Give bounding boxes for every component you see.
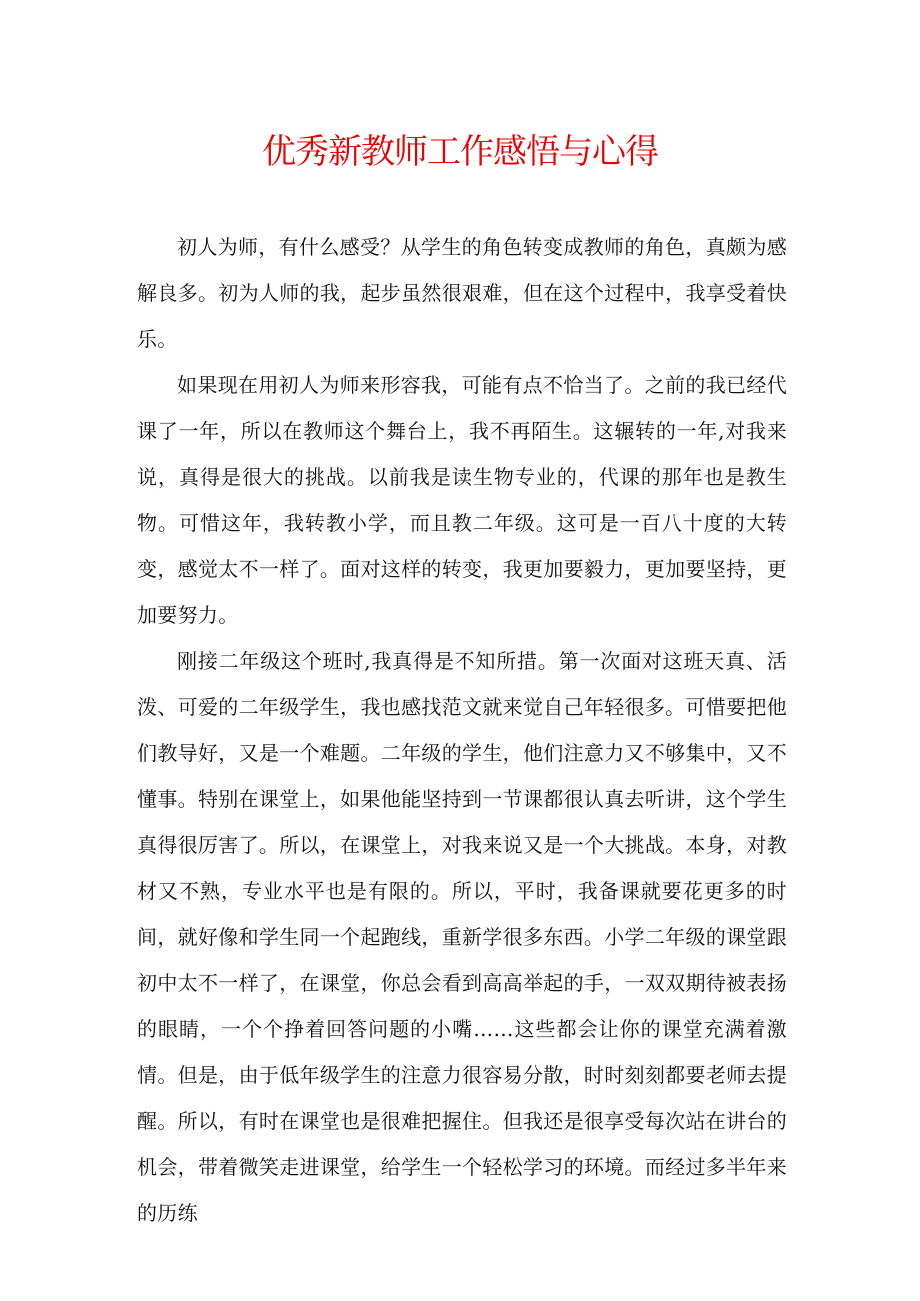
paragraph-1: 初人为师，有什么感受？从学生的角色转变成教师的角色，真颇为感解良多。初为人师的我，起步虽然很艰难，但在这个过程中，我享受着快乐。	[137, 235, 787, 351]
page-title: 优秀新教师工作感悟与心得	[262, 132, 658, 172]
paragraph-2: 如果现在用初人为师来形容我，可能有点不恰当了。之前的我已经代课了一年，所以在教师这个舞台上，我不再陌生。这辗转的一年,对我来说，真得是很大的挑战。以前我是读生物专业的，代课的那年也是教生物。可惜这年，我转教小学，而且教二年级。这可是一百八十度的大转变，感觉太不一样了。面对这样的转变，我更加要毅力，更加要坚持，更加要努力。	[137, 373, 787, 627]
paragraph-3: 刚接二年级这个班时,我真得是不知所措。第一次面对这班天真、活泼、可爱的二年级学生，我也感找范文就来觉自己年轻很多。可惜要把他们教导好，又是一个难题。二年级的学生，他们注意力又不够集中，又不懂事。特别在课堂上，如果他能坚持到一节课都很认真去听讲，这个学生真得很厉害了。所以，在课堂上，对我来说又是一个大挑战。本身，对教材又不熟，专业水平也是有限的。所以，平时，我备课就要花更多的时间，就好像和学生同一个起跑线，重新学很多东西。小学二年级的课堂跟初中太不一样了，在课堂，你总会看到高高举起的手，一双双期待被表扬的眼睛，一个个挣着回答问题的小嘴……这些都会让你的课堂充满着激情。但是，由于低年级学生的注意力很容易分散，时时刻刻都要老师去提醒。所以，有时在课堂也是很难把握住。但我还是很享受每次站在讲台的机会，带着微笑走进课堂，给学生一个轻松学习的环境。而经过多半年来的历练	[137, 649, 787, 1225]
article-body	[137, 224, 787, 1236]
